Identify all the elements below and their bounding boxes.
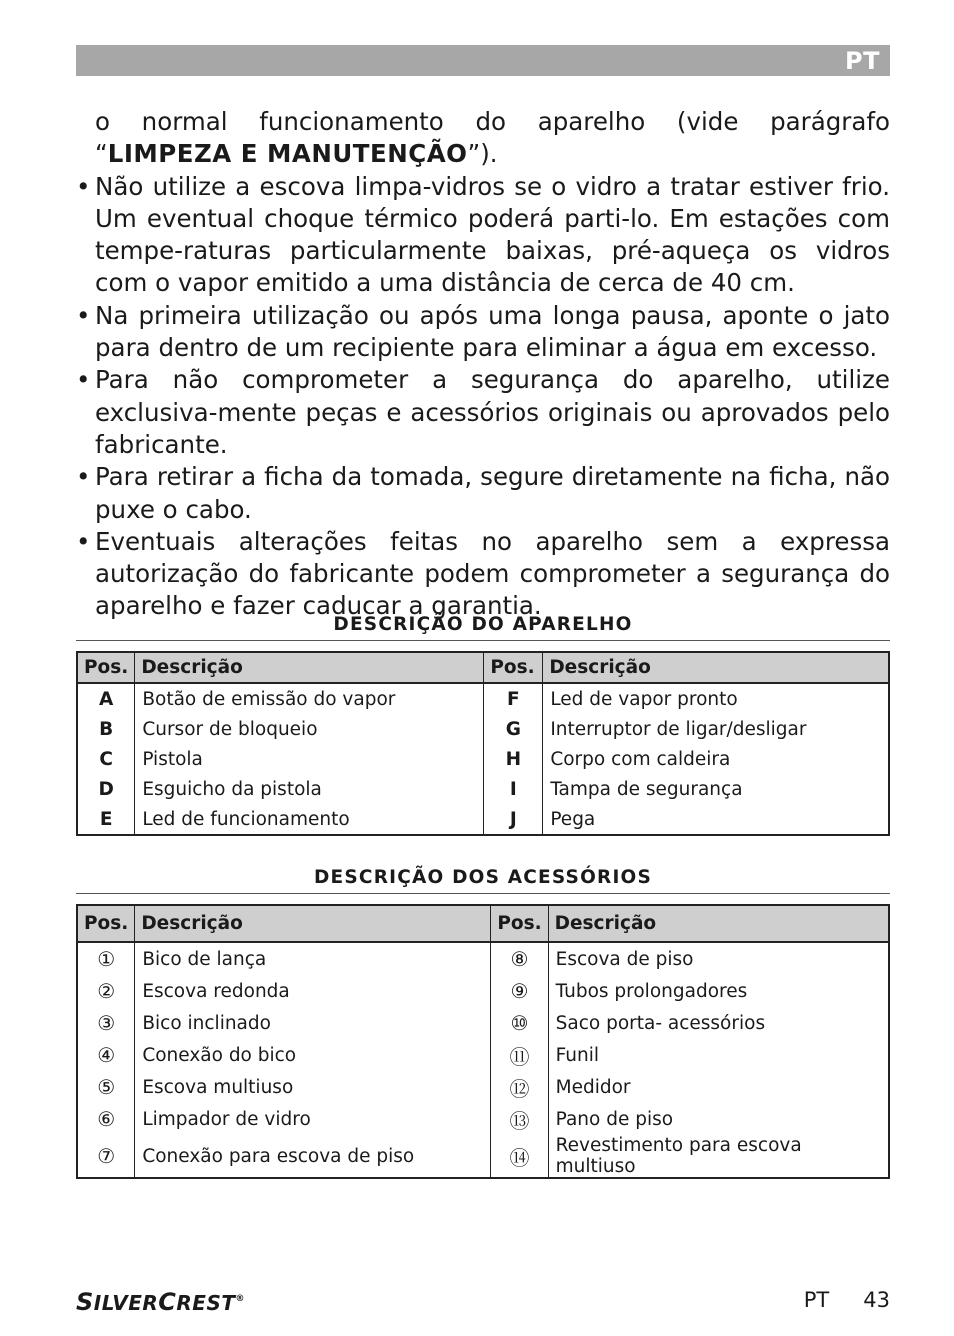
description-cell: Medidor <box>548 1071 889 1103</box>
accessories-description-table <box>76 904 890 1179</box>
device-description-table <box>76 651 890 836</box>
description-cell: Conexão para escova de piso <box>135 1135 491 1178</box>
position-cell: G <box>484 714 543 744</box>
description-cell: Bico de lança <box>135 942 491 975</box>
table-row <box>77 804 889 835</box>
position-cell: ⑦ <box>77 1135 135 1178</box>
body-text <box>76 106 890 623</box>
description-cell: Pega <box>543 804 889 835</box>
description-cell: Escova redonda <box>135 975 491 1007</box>
header-pos: Pos. <box>484 652 543 683</box>
position-cell: H <box>484 744 543 774</box>
position-cell: ② <box>77 975 135 1007</box>
description-cell: Escova de piso <box>548 942 889 975</box>
table-header-row <box>77 652 889 683</box>
header-pos: Pos. <box>77 905 135 942</box>
description-cell: Cursor de bloqueio <box>135 714 484 744</box>
description-cell: Escova multiuso <box>135 1071 491 1103</box>
device-description-title: DESCRIÇÃO DO APARELHO <box>76 614 890 641</box>
position-cell: B <box>77 714 135 744</box>
footer-language: PT <box>803 1288 830 1312</box>
position-cell: ⑪ <box>491 1039 548 1071</box>
description-cell: Led de funcionamento <box>135 804 484 835</box>
description-cell: Limpador de vidro <box>135 1103 491 1135</box>
description-cell: Pano de piso <box>548 1103 889 1135</box>
description-cell: Bico inclinado <box>135 1007 491 1039</box>
description-cell: Tampa de segurança <box>543 774 889 804</box>
position-cell: A <box>77 683 135 714</box>
position-cell: J <box>484 804 543 835</box>
description-cell: Esguicho da pistola <box>135 774 484 804</box>
page-footer <box>804 1288 890 1312</box>
table-row <box>77 975 889 1007</box>
header-pos: Pos. <box>77 652 135 683</box>
table-row <box>77 714 889 744</box>
table-row <box>77 1135 889 1178</box>
header-description: Descrição <box>135 652 484 683</box>
header-description: Descrição <box>543 652 889 683</box>
position-cell: ④ <box>77 1039 135 1071</box>
description-cell: Botão de emissão do vapor <box>135 683 484 714</box>
position-cell: D <box>77 774 135 804</box>
table-header-row <box>77 905 889 942</box>
position-cell: ⑧ <box>491 942 548 975</box>
table-row <box>77 1007 889 1039</box>
position-cell: ① <box>77 942 135 975</box>
table-row <box>77 774 889 804</box>
bullet-paragraph: • Para não comprometer a segurança do aparelho, utilize exclusiva-mente peças e acessórios originais ou aprovados pelo fabricante. <box>76 364 890 461</box>
header-description: Descrição <box>548 905 889 942</box>
language-code: PT <box>845 47 880 75</box>
table-row <box>77 744 889 774</box>
position-cell: F <box>484 683 543 714</box>
description-cell: Conexão do bico <box>135 1039 491 1071</box>
language-header-bar <box>76 45 890 76</box>
brand-logo: SILVERCREST® <box>76 1288 246 1316</box>
table-row <box>77 942 889 975</box>
description-cell: Pistola <box>135 744 484 774</box>
position-cell: ⑫ <box>491 1071 548 1103</box>
description-cell: Saco porta- acessórios <box>548 1007 889 1039</box>
table-row <box>77 1103 889 1135</box>
description-cell: Revestimento para escova multiuso <box>548 1135 889 1178</box>
position-cell: ⑬ <box>491 1103 548 1135</box>
accessories-description-title: DESCRIÇÃO DOS ACESSÓRIOS <box>76 867 890 894</box>
description-cell: Corpo com caldeira <box>543 744 889 774</box>
header-description: Descrição <box>135 905 491 942</box>
bullet-paragraph: • Para retirar a ficha da tomada, segure diretamente na ficha, não puxe o cabo. <box>76 461 890 526</box>
position-cell: ⑭ <box>491 1135 548 1178</box>
bullet-paragraph: • Eventuais alterações feitas no aparelho sem a expressa autorização do fabricante podem comprometer a segurança do aparelho e fazer caducar a garantia. <box>76 526 890 623</box>
paragraph: o normal funcionamento do aparelho (vide parágrafo “LIMPEZA E MANUTENÇÃO”). <box>95 107 890 169</box>
description-cell: Led de vapor pronto <box>543 683 889 714</box>
position-cell: E <box>77 804 135 835</box>
position-cell: ⑥ <box>77 1103 135 1135</box>
position-cell: ⑤ <box>77 1071 135 1103</box>
table-row <box>77 1071 889 1103</box>
bullet-paragraph: • Não utilize a escova limpa-vidros se o vidro a tratar estiver frio. Um eventual choque térmico poderá parti-lo. Em estações com tempe-raturas particularmente baixas, pré-aqueça os vidros com o vapor emitido a uma distância de cerca de 40 cm. <box>76 171 890 300</box>
position-cell: I <box>484 774 543 804</box>
table-row <box>77 683 889 714</box>
description-cell: Tubos prolongadores <box>548 975 889 1007</box>
description-cell: Interruptor de ligar/desligar <box>543 714 889 744</box>
page-number: 43 <box>863 1288 890 1312</box>
table-row <box>77 1039 889 1071</box>
position-cell: ⑩ <box>491 1007 548 1039</box>
position-cell: C <box>77 744 135 774</box>
description-cell: Funil <box>548 1039 889 1071</box>
bullet-paragraph: • Na primeira utilização ou após uma longa pausa, aponte o jato para dentro de um recipiente para eliminar a água em excesso. <box>76 300 890 365</box>
header-pos: Pos. <box>491 905 548 942</box>
position-cell: ③ <box>77 1007 135 1039</box>
position-cell: ⑨ <box>491 975 548 1007</box>
